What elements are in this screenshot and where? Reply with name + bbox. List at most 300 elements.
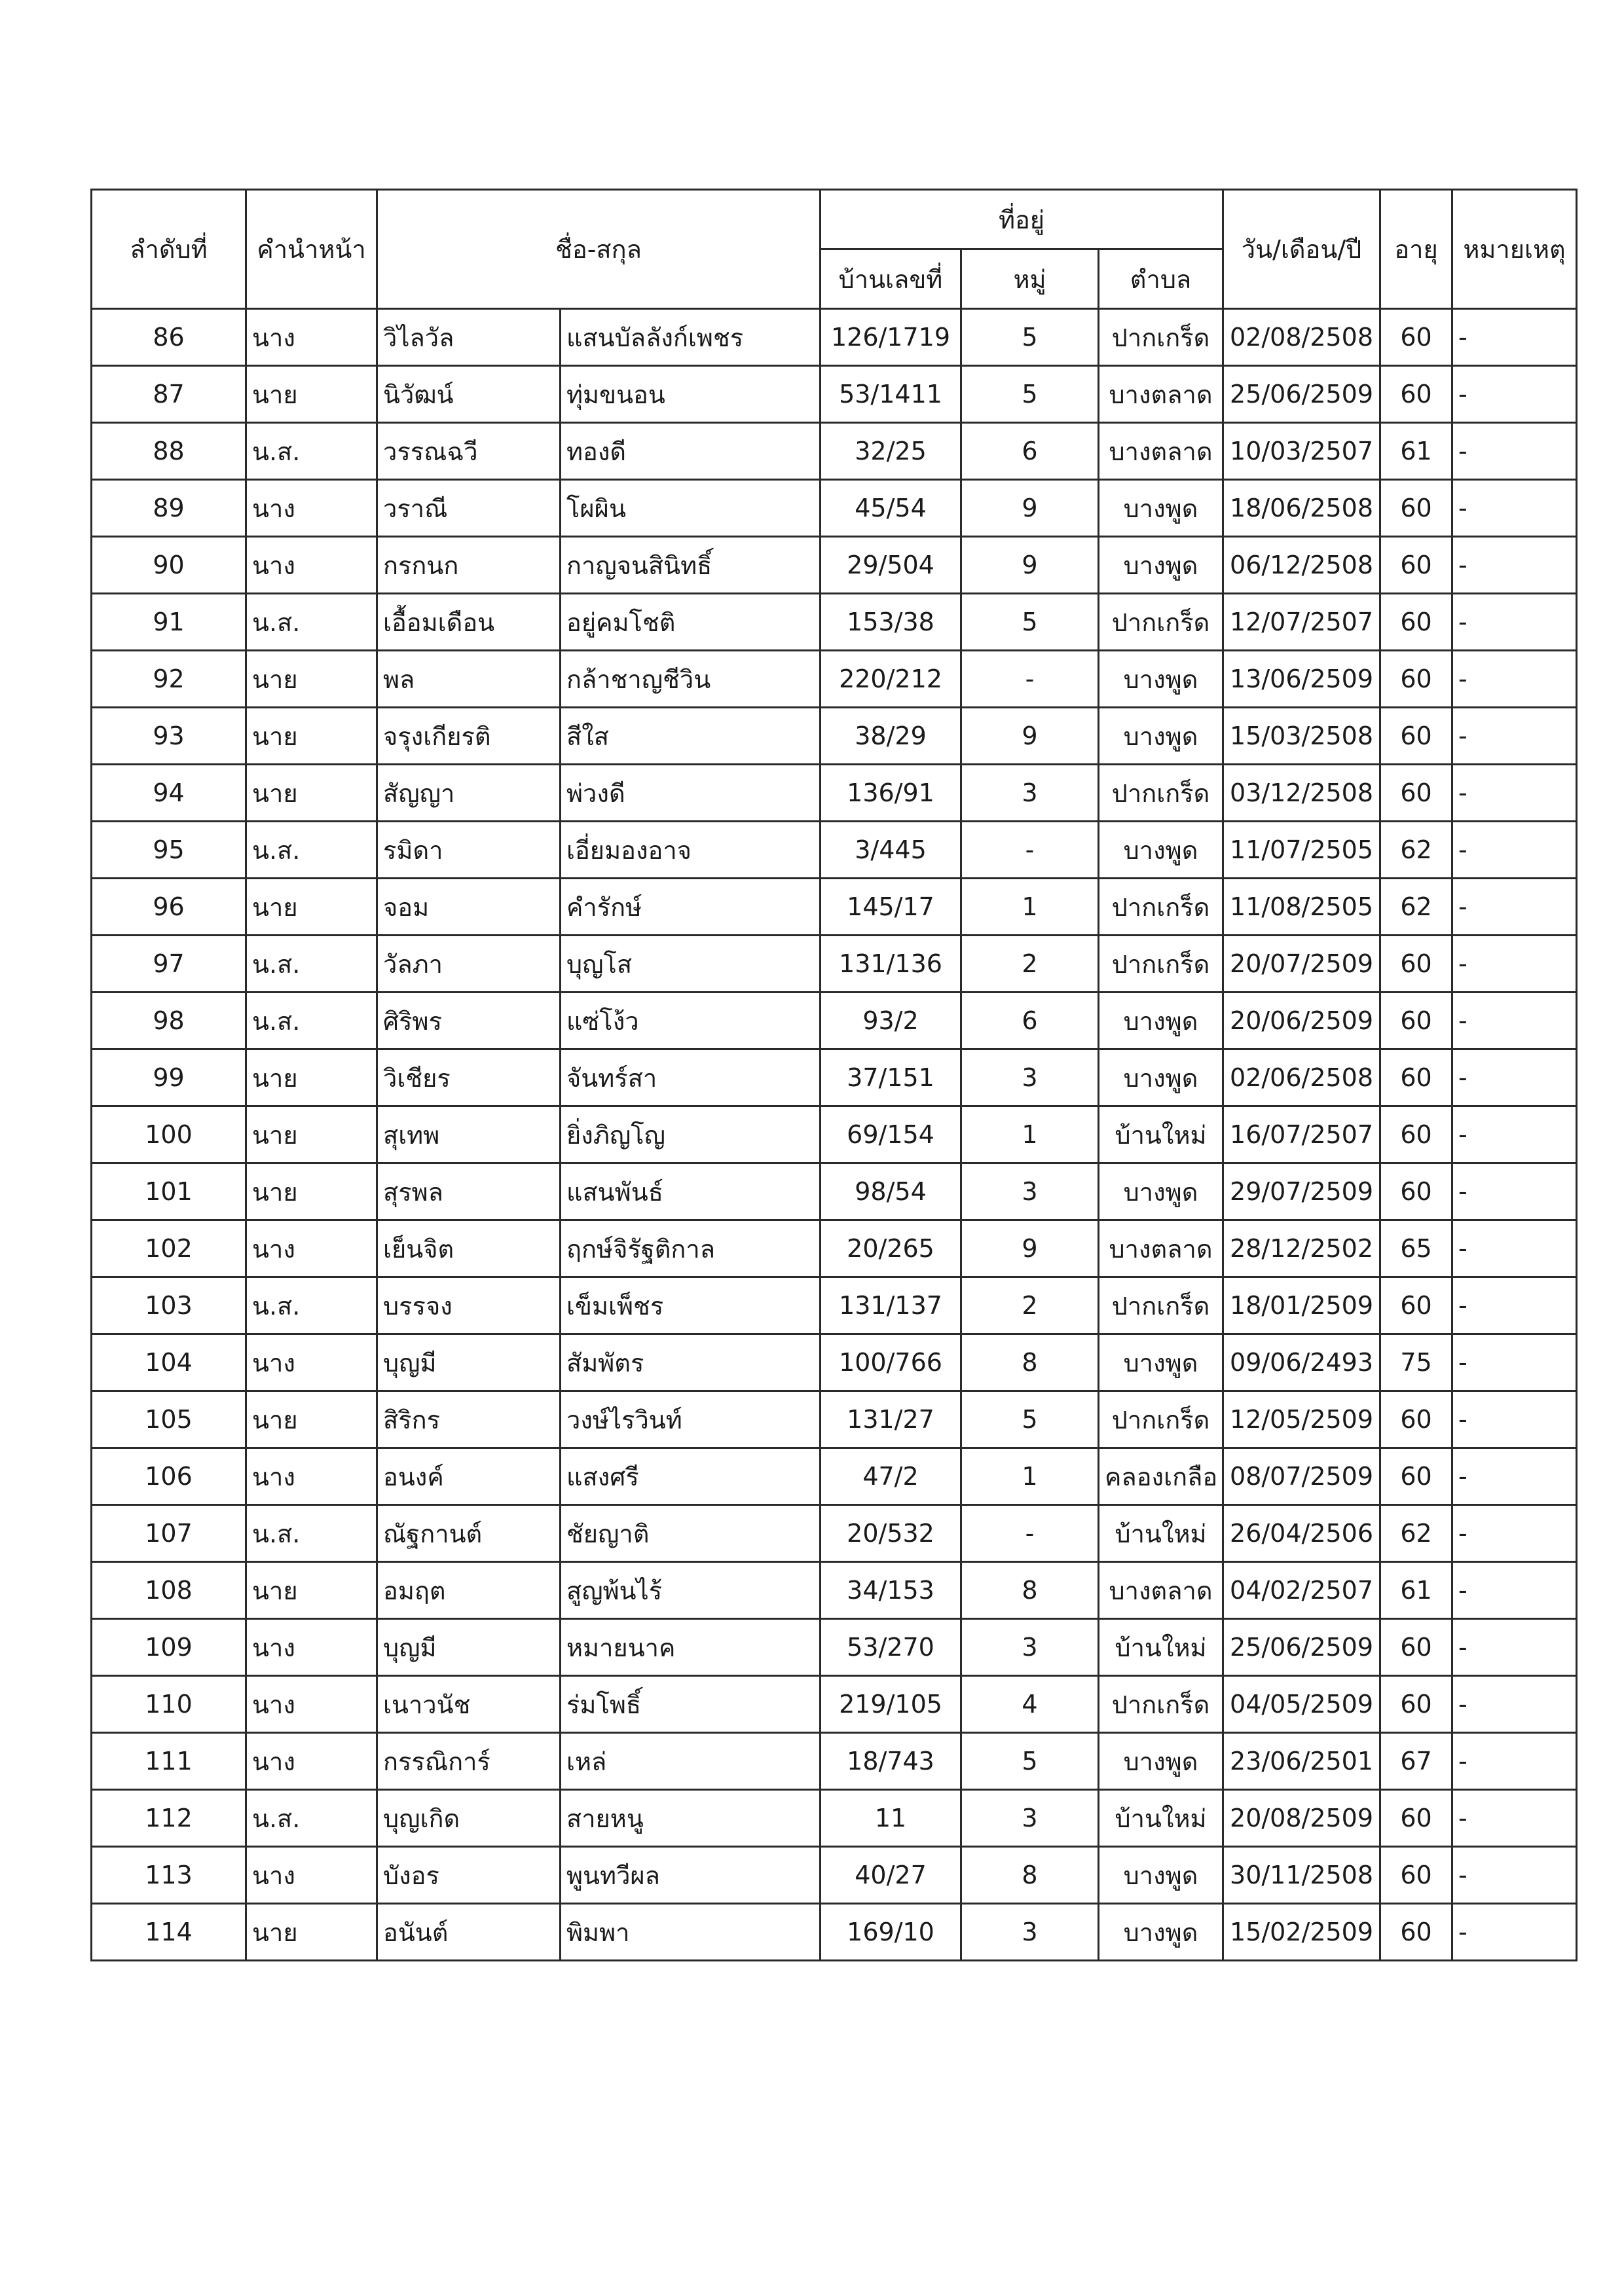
cell-remark: - <box>1452 1847 1577 1904</box>
table-row <box>92 1277 1577 1334</box>
header-age: อายุ <box>1380 190 1452 309</box>
cell-remark: - <box>1452 765 1577 822</box>
cell-house-no: 136/91 <box>821 765 961 822</box>
cell-prefix: นาย <box>246 1049 377 1106</box>
cell-first-name: วรรณฉวี <box>377 423 561 480</box>
cell-seq: 99 <box>92 1049 246 1106</box>
cell-remark: - <box>1452 879 1577 936</box>
cell-moo: 3 <box>961 1904 1099 1961</box>
cell-seq: 111 <box>92 1733 246 1790</box>
cell-moo: 1 <box>961 1106 1099 1163</box>
cell-last-name: ฤกษ์จิรัฐติกาล <box>561 1220 821 1277</box>
cell-last-name: ร่มโพธิ์ <box>561 1676 821 1733</box>
cell-last-name: แสงศรี <box>561 1448 821 1505</box>
cell-first-name: สัญญา <box>377 765 561 822</box>
cell-prefix: นาง <box>246 1220 377 1277</box>
table-row <box>92 1220 1577 1277</box>
cell-subdistrict: คลองเกลือ <box>1099 1448 1223 1505</box>
cell-age: 62 <box>1380 879 1452 936</box>
cell-subdistrict: ปากเกร็ด <box>1099 765 1223 822</box>
cell-dob: 08/07/2509 <box>1223 1448 1380 1505</box>
cell-prefix: น.ส. <box>246 1277 377 1334</box>
cell-age: 60 <box>1380 936 1452 993</box>
cell-first-name: นิวัฒน์ <box>377 366 561 423</box>
cell-dob: 20/08/2509 <box>1223 1790 1380 1847</box>
cell-house-no: 220/212 <box>821 651 961 708</box>
cell-remark: - <box>1452 708 1577 765</box>
cell-dob: 30/11/2508 <box>1223 1847 1380 1904</box>
cell-prefix: นาย <box>246 765 377 822</box>
cell-moo: 3 <box>961 765 1099 822</box>
cell-dob: 18/01/2509 <box>1223 1277 1380 1334</box>
cell-last-name: ชัยญาติ <box>561 1505 821 1562</box>
cell-subdistrict: ปากเกร็ด <box>1099 1391 1223 1448</box>
cell-prefix: น.ส. <box>246 423 377 480</box>
cell-moo: 5 <box>961 1733 1099 1790</box>
cell-seq: 106 <box>92 1448 246 1505</box>
cell-dob: 15/03/2508 <box>1223 708 1380 765</box>
header-name: ชื่อ-สกุล <box>377 190 821 309</box>
cell-first-name: เนาวนัช <box>377 1676 561 1733</box>
table-row <box>92 1391 1577 1448</box>
cell-age: 75 <box>1380 1334 1452 1391</box>
cell-house-no: 3/445 <box>821 822 961 879</box>
table-row <box>92 594 1577 651</box>
cell-remark: - <box>1452 1619 1577 1676</box>
cell-first-name: อมฤต <box>377 1562 561 1619</box>
cell-remark: - <box>1452 822 1577 879</box>
cell-first-name: รมิดา <box>377 822 561 879</box>
cell-age: 60 <box>1380 1619 1452 1676</box>
cell-subdistrict: บางตลาด <box>1099 1220 1223 1277</box>
cell-remark: - <box>1452 1163 1577 1220</box>
cell-last-name: สีใส <box>561 708 821 765</box>
cell-dob: 29/07/2509 <box>1223 1163 1380 1220</box>
cell-last-name: แซ่โง้ว <box>561 993 821 1049</box>
cell-seq: 90 <box>92 537 246 594</box>
cell-dob: 25/06/2509 <box>1223 366 1380 423</box>
cell-dob: 11/07/2505 <box>1223 822 1380 879</box>
table-row <box>92 1676 1577 1733</box>
table-row <box>92 1505 1577 1562</box>
cell-seq: 114 <box>92 1904 246 1961</box>
cell-house-no: 38/29 <box>821 708 961 765</box>
cell-last-name: จันทร์สา <box>561 1049 821 1106</box>
cell-moo: 9 <box>961 1220 1099 1277</box>
cell-remark: - <box>1452 1505 1577 1562</box>
cell-subdistrict: บางพูด <box>1099 993 1223 1049</box>
cell-subdistrict: บางพูด <box>1099 480 1223 537</box>
cell-prefix: น.ส. <box>246 1790 377 1847</box>
cell-dob: 23/06/2501 <box>1223 1733 1380 1790</box>
cell-subdistrict: บ้านใหม่ <box>1099 1505 1223 1562</box>
cell-last-name: แสนบัลลังก์เพชร <box>561 309 821 366</box>
cell-subdistrict: ปากเกร็ด <box>1099 1277 1223 1334</box>
cell-last-name: พูนทวีผล <box>561 1847 821 1904</box>
table-header <box>92 190 1577 309</box>
cell-moo: 3 <box>961 1163 1099 1220</box>
cell-first-name: จอม <box>377 879 561 936</box>
cell-age: 65 <box>1380 1220 1452 1277</box>
cell-subdistrict: บ้านใหม่ <box>1099 1790 1223 1847</box>
cell-first-name: วัลภา <box>377 936 561 993</box>
cell-seq: 112 <box>92 1790 246 1847</box>
cell-house-no: 53/270 <box>821 1619 961 1676</box>
table-row <box>92 480 1577 537</box>
table-row <box>92 879 1577 936</box>
table-row <box>92 1904 1577 1961</box>
cell-prefix: นาง <box>246 537 377 594</box>
cell-subdistrict: บางพูด <box>1099 537 1223 594</box>
cell-age: 61 <box>1380 1562 1452 1619</box>
header-dob: วัน/เดือน/ปี <box>1223 190 1380 309</box>
cell-moo: 5 <box>961 366 1099 423</box>
table-row <box>92 1562 1577 1619</box>
cell-seq: 95 <box>92 822 246 879</box>
cell-house-no: 93/2 <box>821 993 961 1049</box>
cell-subdistrict: บางพูด <box>1099 708 1223 765</box>
cell-prefix: น.ส. <box>246 594 377 651</box>
cell-age: 60 <box>1380 1790 1452 1847</box>
cell-house-no: 18/743 <box>821 1733 961 1790</box>
cell-moo: 5 <box>961 1391 1099 1448</box>
cell-first-name: วิเชียร <box>377 1049 561 1106</box>
cell-house-no: 11 <box>821 1790 961 1847</box>
cell-house-no: 34/153 <box>821 1562 961 1619</box>
cell-last-name: สูญพ้นไร้ <box>561 1562 821 1619</box>
cell-age: 60 <box>1380 993 1452 1049</box>
cell-dob: 28/12/2502 <box>1223 1220 1380 1277</box>
cell-first-name: บรรจง <box>377 1277 561 1334</box>
cell-last-name: สัมพัตร <box>561 1334 821 1391</box>
cell-subdistrict: บางพูด <box>1099 822 1223 879</box>
cell-age: 60 <box>1380 651 1452 708</box>
cell-age: 60 <box>1380 537 1452 594</box>
cell-dob: 09/06/2493 <box>1223 1334 1380 1391</box>
cell-house-no: 37/151 <box>821 1049 961 1106</box>
table-row <box>92 708 1577 765</box>
cell-subdistrict: ปากเกร็ด <box>1099 1676 1223 1733</box>
cell-moo: - <box>961 651 1099 708</box>
cell-prefix: นาง <box>246 480 377 537</box>
cell-subdistrict: บางพูด <box>1099 651 1223 708</box>
cell-house-no: 219/105 <box>821 1676 961 1733</box>
cell-first-name: พล <box>377 651 561 708</box>
cell-last-name: ทุ่มขนอน <box>561 366 821 423</box>
table-row <box>92 1163 1577 1220</box>
cell-dob: 12/07/2507 <box>1223 594 1380 651</box>
table-row <box>92 1106 1577 1163</box>
cell-dob: 16/07/2507 <box>1223 1106 1380 1163</box>
cell-house-no: 45/54 <box>821 480 961 537</box>
cell-seq: 89 <box>92 480 246 537</box>
cell-dob: 25/06/2509 <box>1223 1619 1380 1676</box>
cell-first-name: วิไลวัล <box>377 309 561 366</box>
cell-house-no: 20/532 <box>821 1505 961 1562</box>
cell-age: 60 <box>1380 1904 1452 1961</box>
cell-first-name: เย็นจิต <box>377 1220 561 1277</box>
cell-seq: 105 <box>92 1391 246 1448</box>
cell-house-no: 131/27 <box>821 1391 961 1448</box>
cell-prefix: นาย <box>246 1904 377 1961</box>
cell-last-name: อยู่คมโชติ <box>561 594 821 651</box>
cell-seq: 92 <box>92 651 246 708</box>
table-row <box>92 993 1577 1049</box>
cell-dob: 13/06/2509 <box>1223 651 1380 708</box>
cell-house-no: 29/504 <box>821 537 961 594</box>
cell-moo: - <box>961 822 1099 879</box>
cell-subdistrict: บางพูด <box>1099 1733 1223 1790</box>
cell-remark: - <box>1452 1106 1577 1163</box>
cell-last-name: พ่วงดี <box>561 765 821 822</box>
cell-house-no: 153/38 <box>821 594 961 651</box>
cell-first-name: บุญเกิด <box>377 1790 561 1847</box>
cell-seq: 107 <box>92 1505 246 1562</box>
cell-remark: - <box>1452 1277 1577 1334</box>
cell-moo: 1 <box>961 879 1099 936</box>
cell-moo: 5 <box>961 309 1099 366</box>
cell-first-name: กรกนก <box>377 537 561 594</box>
cell-house-no: 145/17 <box>821 879 961 936</box>
table-row <box>92 651 1577 708</box>
cell-remark: - <box>1452 594 1577 651</box>
cell-moo: 9 <box>961 708 1099 765</box>
cell-first-name: วราณี <box>377 480 561 537</box>
cell-age: 60 <box>1380 1049 1452 1106</box>
cell-moo: 3 <box>961 1619 1099 1676</box>
cell-first-name: จรุงเกียรติ <box>377 708 561 765</box>
cell-seq: 110 <box>92 1676 246 1733</box>
header-moo: หมู่ <box>961 249 1099 309</box>
cell-last-name: เข็มเพ็ชร <box>561 1277 821 1334</box>
cell-seq: 97 <box>92 936 246 993</box>
cell-remark: - <box>1452 366 1577 423</box>
cell-house-no: 131/136 <box>821 936 961 993</box>
table-row <box>92 1733 1577 1790</box>
cell-subdistrict: ปากเกร็ด <box>1099 309 1223 366</box>
cell-prefix: นาง <box>246 1733 377 1790</box>
cell-last-name: กล้าชาญชีวิน <box>561 651 821 708</box>
cell-first-name: บุญมี <box>377 1619 561 1676</box>
cell-seq: 86 <box>92 309 246 366</box>
cell-seq: 87 <box>92 366 246 423</box>
cell-dob: 02/06/2508 <box>1223 1049 1380 1106</box>
cell-dob: 03/12/2508 <box>1223 765 1380 822</box>
cell-remark: - <box>1452 1448 1577 1505</box>
cell-remark: - <box>1452 1049 1577 1106</box>
cell-house-no: 32/25 <box>821 423 961 480</box>
cell-first-name: ณัฐกานต์ <box>377 1505 561 1562</box>
cell-house-no: 20/265 <box>821 1220 961 1277</box>
cell-last-name: เหล่ <box>561 1733 821 1790</box>
cell-dob: 15/02/2509 <box>1223 1904 1380 1961</box>
cell-subdistrict: บางตลาด <box>1099 1562 1223 1619</box>
cell-moo: 6 <box>961 423 1099 480</box>
cell-prefix: นาง <box>246 1334 377 1391</box>
cell-last-name: หมายนาค <box>561 1619 821 1676</box>
cell-age: 60 <box>1380 1277 1452 1334</box>
cell-moo: 8 <box>961 1334 1099 1391</box>
cell-seq: 94 <box>92 765 246 822</box>
cell-remark: - <box>1452 1562 1577 1619</box>
cell-subdistrict: บางตลาด <box>1099 423 1223 480</box>
cell-remark: - <box>1452 309 1577 366</box>
cell-seq: 108 <box>92 1562 246 1619</box>
cell-remark: - <box>1452 537 1577 594</box>
table-row <box>92 936 1577 993</box>
header-house-no: บ้านเลขที่ <box>821 249 961 309</box>
cell-prefix: นาง <box>246 1448 377 1505</box>
cell-remark: - <box>1452 1733 1577 1790</box>
table-row <box>92 1847 1577 1904</box>
cell-prefix: นาง <box>246 1847 377 1904</box>
cell-subdistrict: บางพูด <box>1099 1334 1223 1391</box>
cell-age: 60 <box>1380 1106 1452 1163</box>
cell-subdistrict: บ้านใหม่ <box>1099 1619 1223 1676</box>
cell-house-no: 69/154 <box>821 1106 961 1163</box>
cell-last-name: วงษ์ไรวินท์ <box>561 1391 821 1448</box>
cell-first-name: สุเทพ <box>377 1106 561 1163</box>
cell-last-name: โผผิน <box>561 480 821 537</box>
table-row <box>92 309 1577 366</box>
table-row <box>92 537 1577 594</box>
cell-last-name: กาญจนสินิทธิ์ <box>561 537 821 594</box>
header-subdistrict: ตำบล <box>1099 249 1223 309</box>
cell-prefix: น.ส. <box>246 1505 377 1562</box>
table-row <box>92 1448 1577 1505</box>
cell-age: 67 <box>1380 1733 1452 1790</box>
cell-age: 61 <box>1380 423 1452 480</box>
cell-remark: - <box>1452 1334 1577 1391</box>
cell-dob: 26/04/2506 <box>1223 1505 1380 1562</box>
cell-age: 60 <box>1380 765 1452 822</box>
cell-dob: 02/08/2508 <box>1223 309 1380 366</box>
cell-remark: - <box>1452 1391 1577 1448</box>
cell-remark: - <box>1452 936 1577 993</box>
table-row <box>92 1619 1577 1676</box>
cell-last-name: สายหนู <box>561 1790 821 1847</box>
cell-remark: - <box>1452 1676 1577 1733</box>
cell-seq: 88 <box>92 423 246 480</box>
cell-age: 62 <box>1380 822 1452 879</box>
cell-remark: - <box>1452 1790 1577 1847</box>
cell-moo: 5 <box>961 594 1099 651</box>
cell-first-name: บุญมี <box>377 1334 561 1391</box>
cell-first-name: สุรพล <box>377 1163 561 1220</box>
cell-age: 60 <box>1380 708 1452 765</box>
cell-subdistrict: บ้านใหม่ <box>1099 1106 1223 1163</box>
cell-dob: 10/03/2507 <box>1223 423 1380 480</box>
cell-subdistrict: ปากเกร็ด <box>1099 879 1223 936</box>
cell-prefix: นาย <box>246 1562 377 1619</box>
cell-first-name: เอื้อมเดือน <box>377 594 561 651</box>
cell-remark: - <box>1452 993 1577 1049</box>
cell-seq: 100 <box>92 1106 246 1163</box>
cell-prefix: นาย <box>246 651 377 708</box>
cell-moo: 8 <box>961 1562 1099 1619</box>
cell-moo: 3 <box>961 1790 1099 1847</box>
cell-subdistrict: บางตลาด <box>1099 366 1223 423</box>
cell-dob: 12/05/2509 <box>1223 1391 1380 1448</box>
cell-last-name: เอี่ยมองอาจ <box>561 822 821 879</box>
cell-moo: 3 <box>961 1049 1099 1106</box>
cell-first-name: อนงค์ <box>377 1448 561 1505</box>
cell-seq: 102 <box>92 1220 246 1277</box>
header-prefix: คำนำหน้า <box>246 190 377 309</box>
cell-dob: 20/06/2509 <box>1223 993 1380 1049</box>
table-row <box>92 1049 1577 1106</box>
cell-house-no: 47/2 <box>821 1448 961 1505</box>
cell-moo: 2 <box>961 1277 1099 1334</box>
cell-last-name: แสนพันธ์ <box>561 1163 821 1220</box>
cell-prefix: นาย <box>246 1391 377 1448</box>
cell-age: 60 <box>1380 594 1452 651</box>
cell-prefix: นาย <box>246 1163 377 1220</box>
cell-house-no: 40/27 <box>821 1847 961 1904</box>
cell-age: 60 <box>1380 1391 1452 1448</box>
cell-last-name: บุญโส <box>561 936 821 993</box>
cell-seq: 103 <box>92 1277 246 1334</box>
cell-subdistrict: บางพูด <box>1099 1847 1223 1904</box>
cell-age: 60 <box>1380 480 1452 537</box>
cell-prefix: นาย <box>246 708 377 765</box>
table-row <box>92 822 1577 879</box>
cell-remark: - <box>1452 1220 1577 1277</box>
cell-remark: - <box>1452 651 1577 708</box>
header-address: ที่อยู่ <box>821 190 1223 249</box>
cell-seq: 93 <box>92 708 246 765</box>
header-seq: ลำดับที่ <box>92 190 246 309</box>
cell-age: 60 <box>1380 309 1452 366</box>
cell-last-name: พิมพา <box>561 1904 821 1961</box>
cell-subdistrict: บางพูด <box>1099 1904 1223 1961</box>
cell-dob: 04/02/2507 <box>1223 1562 1380 1619</box>
cell-moo: 9 <box>961 480 1099 537</box>
cell-seq: 101 <box>92 1163 246 1220</box>
table-row <box>92 1334 1577 1391</box>
header-remark: หมายเหตุ <box>1452 190 1577 309</box>
registry-table <box>90 189 1578 1961</box>
cell-moo: 1 <box>961 1448 1099 1505</box>
cell-first-name: สิริกร <box>377 1391 561 1448</box>
cell-first-name: กรรณิการ์ <box>377 1733 561 1790</box>
table-row <box>92 366 1577 423</box>
cell-seq: 109 <box>92 1619 246 1676</box>
cell-age: 60 <box>1380 1448 1452 1505</box>
cell-remark: - <box>1452 480 1577 537</box>
cell-prefix: นาย <box>246 1106 377 1163</box>
cell-prefix: นาง <box>246 1676 377 1733</box>
cell-last-name: ทองดี <box>561 423 821 480</box>
cell-seq: 113 <box>92 1847 246 1904</box>
cell-subdistrict: ปากเกร็ด <box>1099 936 1223 993</box>
cell-house-no: 53/1411 <box>821 366 961 423</box>
cell-prefix: นาย <box>246 879 377 936</box>
cell-subdistrict: บางพูด <box>1099 1163 1223 1220</box>
table-body <box>92 309 1577 1961</box>
cell-last-name: ยิ่งภิญโญ <box>561 1106 821 1163</box>
cell-prefix: นาย <box>246 366 377 423</box>
cell-dob: 18/06/2508 <box>1223 480 1380 537</box>
cell-house-no: 98/54 <box>821 1163 961 1220</box>
cell-remark: - <box>1452 1904 1577 1961</box>
cell-house-no: 169/10 <box>821 1904 961 1961</box>
cell-moo: 6 <box>961 993 1099 1049</box>
cell-prefix: น.ส. <box>246 936 377 993</box>
cell-subdistrict: บางพูด <box>1099 1049 1223 1106</box>
cell-first-name: ศิริพร <box>377 993 561 1049</box>
cell-age: 60 <box>1380 366 1452 423</box>
